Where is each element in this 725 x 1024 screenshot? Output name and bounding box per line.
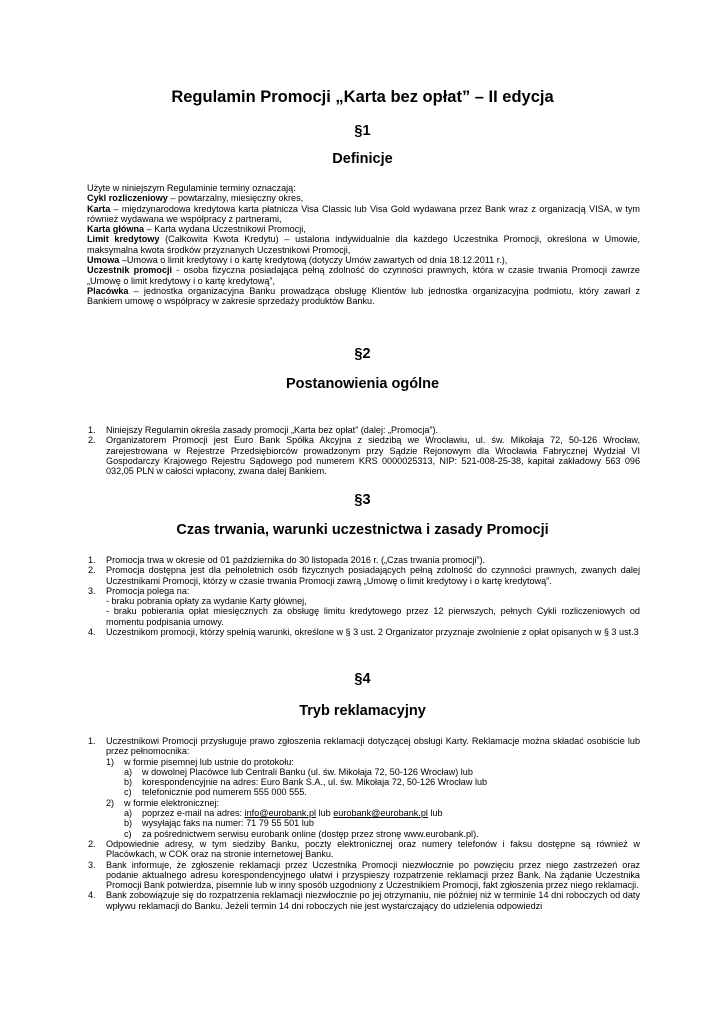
list-text: Odpowiednie adresy, w tym siedziby Banku, poczty elektronicznej oraz numery telefonów i faksu dostępne są również w Placówkach, w COK oraz na stronie internetowej Banku. [106, 838, 640, 860]
list-item [88, 425, 640, 435]
definition-term: Karta główna [87, 224, 145, 235]
sub-sub-letter: b) [124, 818, 133, 829]
list-item [88, 565, 640, 586]
sub-sub-letter: c) [124, 787, 132, 798]
sub-text: w formie elektronicznej: [124, 797, 220, 808]
list-number: 2. [88, 565, 96, 576]
list-item [88, 736, 640, 839]
sub-sub-item [124, 818, 640, 828]
section-4-number: §4 [354, 671, 371, 687]
definition-item [87, 204, 640, 225]
sub-number: 2) [106, 797, 115, 808]
list-number: 3. [88, 859, 96, 870]
definition-item [87, 286, 640, 307]
sub-sub-item [124, 808, 640, 818]
list-item [88, 839, 640, 860]
list-number: 1. [88, 736, 96, 746]
document-title: Regulamin Promocji „Karta bez opłat” – II edycja [171, 88, 554, 106]
sub-text: w formie pisemnej lub ustnie do protokołu: [124, 756, 294, 767]
list-number: 3. [88, 585, 96, 596]
list-item [88, 435, 640, 476]
sub-sub-item [124, 829, 640, 839]
email-link-eurobank[interactable]: eurobank@eurobank.pl [333, 808, 428, 819]
list-number: 2. [88, 838, 96, 849]
list-number: 1. [88, 425, 96, 435]
section-4-heading: Tryb reklamacyjny [299, 703, 426, 719]
section-3-number: §3 [354, 492, 371, 508]
list-text: Uczestnikom promocji, którzy spełnią warunki, określone w § 3 ust. 2 Organizator przyznaje zwolnienie z opłat opisanych w § 3 ust.3 [106, 627, 639, 638]
sub-sub-text [142, 808, 640, 818]
list-number: 2. [88, 435, 96, 446]
section-3-list [88, 555, 640, 637]
section-1-heading: Definicje [332, 151, 393, 167]
sub-sub-letter: a) [124, 766, 133, 777]
sub-sub-item [124, 777, 640, 787]
sub-sub-item [124, 787, 640, 797]
sub-sub-text: wysyłając faks na numer: 71 79 55 501 lub [142, 818, 314, 829]
list-item [88, 860, 640, 891]
definitions-intro: Użyte w niniejszym Regulaminie terminy oznaczają: [87, 183, 296, 193]
sub-sub-letter: b) [124, 777, 133, 788]
definition-text: –Umowa o limit kredytowy i o kartę kredytową (dotyczy Umów zawartych od dnia 18.12.2011 r.), [119, 255, 508, 266]
bullet-item: - braku pobrania opłaty za wydanie Karty głównej, [106, 596, 307, 607]
sub-sub-item [124, 767, 640, 777]
list-text: Promocja polega na: [106, 585, 190, 596]
sub-sub-letter: a) [124, 808, 133, 819]
sub-item [106, 798, 640, 839]
definition-term: Cykl rozliczeniowy [87, 193, 168, 204]
definition-term: Placówka [87, 285, 129, 296]
definition-item [87, 193, 640, 203]
definition-item [87, 234, 640, 255]
definition-text: – Karta wydana Uczestnikowi Promocji, [144, 224, 306, 235]
sub-sub-text: w dowolnej Placówce lub Centrali Banku (ul. św. Mikołaja 72, 50-126 Wrocław) lub [142, 766, 473, 777]
definition-text: – jednostka organizacyjna Banku prowadząca obsługę Klientów lub jednostka organizacyjna podmiotu, który zawarł z Bankiem umowę o współpracy w zakresie sprzedaży produktów Banku. [87, 285, 640, 307]
section-2-list [88, 425, 640, 476]
sub-sub-text: korespondencyjnie na adres: Euro Bank S.A., ul. św. Mikołaja 72, 50-126 Wrocław lub [142, 777, 488, 788]
definition-text: (Całkowita Kwota Kredytu) – ustalona indywidualnie dla każdego Uczestnika Promocji, określona w Umowie, maksymalna kwota środków przyznanych Uczestnikowi Promocji, [87, 234, 641, 255]
sub-sub-text: za pośrednictwem serwisu eurobank online (dostęp przez stronę www.eurobank.pl). [142, 828, 479, 839]
sub-sub-text: telefonicznie pod numerem 555 000 555. [142, 787, 307, 798]
list-number: 4. [88, 890, 96, 901]
definition-term: Uczestnik promocji [87, 265, 173, 276]
sub-item [106, 757, 640, 798]
section-2-heading: Postanowienia ogólne [285, 376, 440, 392]
email-link-info[interactable]: info@eurobank.pl [244, 808, 317, 819]
list-text: Promocja dostępna jest dla pełnoletnich osób fizycznych posiadających pełną zdolność do czynności prawnych, zwanych dalej Uczestnikami Promocji, którzy w czasie trwania Promocji zawrą „Umowę o limit kredytowy i o kartę kredytową”. [106, 565, 640, 586]
sub-sub-letter: c) [124, 828, 132, 839]
definition-text: – międzynarodowa kredytowa karta płatnicza Visa Classic lub Visa Gold wydawana przez Bank wraz z organizacją VISA, w tym również wydawana we współpracy z partnerami, [87, 203, 640, 224]
list-text: Bank informuje, że zgłoszenie reklamacji przez Uczestnika Promocji niezwłocznie po powzięciu przez niego zastrzeżeń oraz podanie aktualnego adresu korespondencyjnego ułatwi i przyspieszy rozpatrzenie reklamacji przez Bank. Na żądanie Uczestnika Promocji Bank potwierdza, pisemnie lub w inny sposób uzgodniony z Uczestnikiem Promocji, fakt zgłoszenia przez niego reklamacji. [106, 859, 640, 891]
definition-item [87, 255, 640, 265]
definition-item [87, 265, 640, 286]
definition-term: Umowa [87, 255, 120, 266]
email-or-end-text: lub [427, 808, 443, 819]
list-text: Niniejszy Regulamin określa zasady promocji „Karta bez opłat” (dalej: „Promocja”). [106, 425, 439, 435]
email-or-text: lub [316, 808, 334, 819]
list-text: Organizatorem Promocji jest Euro Bank Spółka Akcyjna z siedzibą we Wrocławiu, ul. św. Mikołaja 72, 50-126 Wrocław, zarejestrowana w Rejestrze Przedsiębiorców prowadzonym przy Sądzie Rejonowym dla Wrocławia Fabrycznej Wydział VI Gospodarczy Krajowego Rejestru Sądowego pod numerem KRS 0000025313, NIP: 521-008-25-38, kapitał zakładowy 563 096 032,05 PLN w całości wpłacony, zwana dalej Bankiem. [106, 435, 640, 477]
list-item [88, 890, 640, 911]
list-text: Uczestnikowi Promocji przysługuje prawo zgłoszenia reklamacji dotyczącej obsługi Karty. Reklamacje można składać osobiście lub przez pełnomocnika: [106, 736, 640, 757]
list-item [88, 586, 640, 627]
section-2-number: §2 [354, 346, 371, 362]
definitions-block [87, 183, 640, 307]
definition-term: Limit kredytowy [87, 234, 160, 245]
section-3-heading: Czas trwania, warunki uczestnictwa i zasady Promocji [176, 522, 549, 538]
list-item [88, 627, 640, 637]
list-number: 4. [88, 627, 96, 638]
definition-item [87, 224, 640, 234]
section-4-list [88, 736, 640, 911]
definition-term: Karta [87, 203, 111, 214]
email-intro-text: poprzez e-mail na adres: [142, 808, 245, 819]
sub-number: 1) [106, 756, 115, 767]
list-text: Promocja trwa w okresie od 01 października do 30 listopada 2016 r. („Czas trwania promocji”). [106, 555, 486, 565]
section-1-number: §1 [354, 123, 371, 139]
list-text: Bank zobowiązuje się do rozpatrzenia reklamacji niezwłocznie po jej otrzymaniu, nie później niż w terminie 14 dni roboczych od daty wpływu reklamacji do Banku. Jeżeli termin 14 dni roboczych nie jest wystarczający do udzielenia odpowiedzi [106, 890, 640, 911]
list-item [88, 555, 640, 565]
definition-text: – powtarzalny, miesięczny okres, [167, 193, 304, 204]
bullet-item: - braku pobierania opłat miesięcznych za obsługę limitu kredytowego przez 12 pierwszych, pełnych Cykli rozliczeniowych od momentu podpisania umowy. [106, 606, 640, 627]
list-number: 1. [88, 555, 96, 565]
definition-text: - osoba fizyczna posiadająca pełną zdolność do czynności prawnych, która w czasie trwania Promocji zawrze „Umowę o limit kredytowy i o kartę kredytową”, [87, 265, 640, 286]
